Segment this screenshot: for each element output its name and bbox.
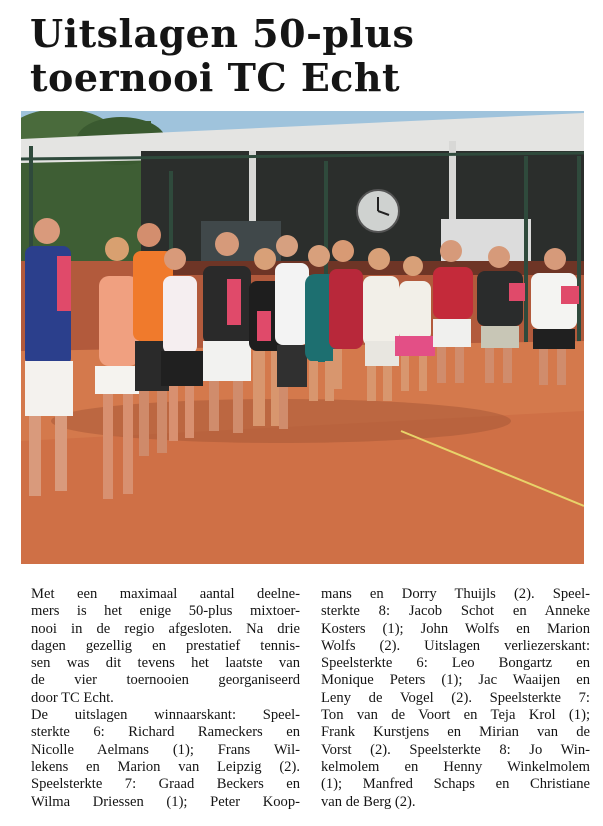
headline bbox=[30, 12, 590, 100]
article-line: mers is het enige 50-plus mixtoer- bbox=[31, 603, 300, 620]
group-photo-illustration bbox=[21, 111, 584, 564]
article-line: mans en Dorry Thuijls (2). Speel- bbox=[321, 586, 590, 602]
article-line: Wolfs (2). Uitslagen verliezerskant: bbox=[321, 637, 590, 654]
article-line: Monique Peters (1); Jac Waaijen en bbox=[321, 672, 590, 689]
article-column-left bbox=[31, 586, 300, 811]
article-line: door TC Echt. bbox=[31, 689, 114, 706]
article-line: kelmolem en Henny Winkelmolem bbox=[321, 758, 590, 775]
headline-line-1: Uitslagen 50-plus bbox=[30, 11, 415, 56]
article-line: Leny de Vogel (2). Speelsterkte 7: bbox=[321, 689, 590, 706]
article-line: sterkte 6: Richard Rameckers en bbox=[31, 724, 300, 741]
article-line: De uitslagen winnaarskant: Speel- bbox=[31, 707, 300, 724]
article-line: sen was dit tevens het laatste van bbox=[31, 655, 300, 672]
article-line: nooi in de regio afgesloten. Na drie bbox=[31, 620, 300, 637]
article-line: Nicolle Aelmans (1); Frans Wil- bbox=[31, 741, 300, 758]
article-column-right bbox=[321, 586, 590, 811]
headline-line-2: toernooi TC Echt bbox=[30, 55, 401, 100]
article-line: Vorst (2). Speelsterkte 8: Jo Win- bbox=[321, 741, 590, 758]
article-line: sterkte 8: Jacob Schot en Anneke bbox=[321, 603, 590, 620]
article-line: Kosters (1); John Wolfs en Marion bbox=[321, 620, 590, 637]
article-line: dagen gezellig en prestatief tennis- bbox=[31, 637, 300, 654]
article-line: Wilma Driessen (1); Peter Koop- bbox=[31, 793, 300, 810]
article-line: lekens en Marion van Leipzig (2). bbox=[31, 758, 300, 775]
article-line: de vier toernooien georganiseerd bbox=[31, 672, 300, 689]
article-line: van de Berg (2). bbox=[321, 793, 416, 810]
article-line: Speelsterkte 7: Graad Beckers en bbox=[31, 776, 300, 793]
group-photo bbox=[21, 111, 584, 564]
article-line: Ton van de Voort en Teja Krol (1); bbox=[321, 707, 590, 724]
article-line: Frank Kurstjens en Mirian van de bbox=[321, 724, 590, 741]
article-line: (1); Manfred Schaps en Christiane bbox=[321, 776, 590, 793]
article-line: Met een maximaal aantal deelne- bbox=[31, 586, 300, 602]
article-body bbox=[31, 586, 589, 816]
article-line: Speelsterkte 6: Leo Bongartz en bbox=[321, 655, 590, 672]
